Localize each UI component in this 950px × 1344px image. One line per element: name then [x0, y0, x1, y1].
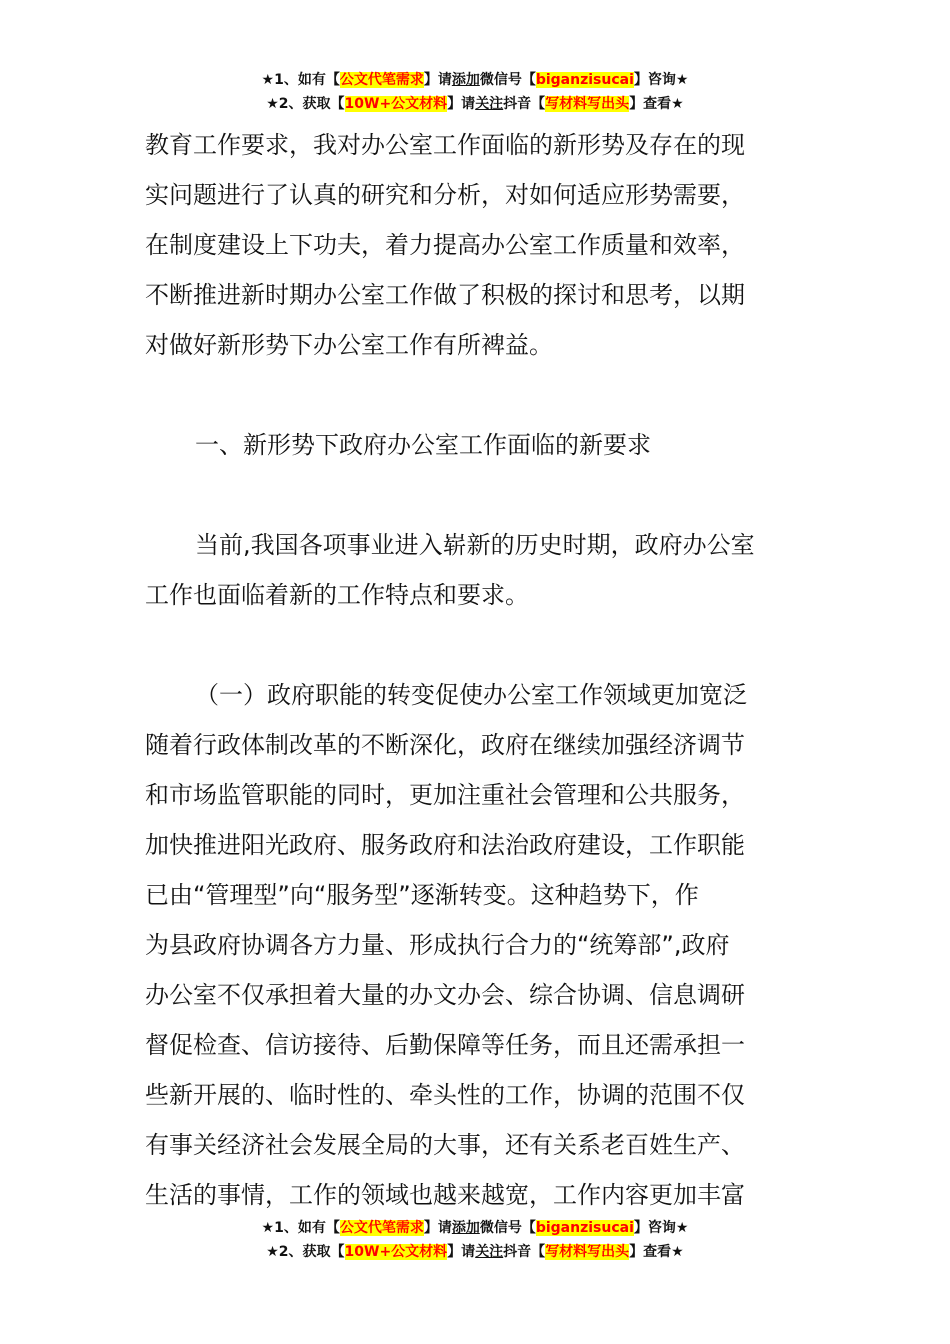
banner-text: 】请 [423, 72, 452, 88]
document-body [145, 120, 805, 1220]
text-line: 为县政府协调各方力量、形成执行合力的“统筹部”,政府 [145, 931, 730, 959]
text-line: 教育工作要求，我对办公室工作面临的新形势及存在的现 [145, 131, 745, 159]
banner-highlight: 公文代笔需求 [339, 1220, 424, 1236]
text-line: 和市场监管职能的同时，更加注重社会管理和公共服务， [145, 781, 745, 809]
banner-underlined: 添加 [451, 1220, 480, 1236]
banner-text: 抖音【 [503, 96, 546, 112]
banner-text: 】查看★ [629, 96, 684, 112]
text-line: 加快推进阳光政府、服务政府和法治政府建设，工作职能 [145, 831, 745, 859]
text-line: 不断推进新时期办公室工作做了积极的探讨和思考，以期 [145, 281, 745, 309]
banner-highlight: 10W+公文材料 [344, 1244, 448, 1260]
banner-underlined: 添加 [451, 72, 480, 88]
text-line: 实问题进行了认真的研究和分析，对如何适应形势需要， [145, 181, 745, 209]
text-line: 当前,我国各项事业进入崭新的历史时期，政府办公室 [195, 531, 755, 559]
text-line: 督促检查、信访接待、后勤保障等任务，而且还需承担一 [145, 1031, 745, 1059]
banner-underlined: 关注 [475, 1244, 504, 1260]
subsection-heading: （一）政府职能的转变促使办公室工作领域更加宽泛 [195, 681, 747, 709]
text-line: 些新开展的、临时性的、牵头性的工作，协调的范围不仅 [145, 1081, 745, 1109]
banner-text: 】咨询★ [633, 72, 689, 88]
banner-text: 】咨询★ [633, 1220, 689, 1236]
banner-text: 微信号【 [479, 1220, 536, 1236]
banner-line-2 [0, 94, 950, 118]
banner-text: 】请 [447, 96, 476, 112]
banner-text: 】请 [447, 1244, 476, 1260]
banner-text: 】请 [423, 1220, 452, 1236]
text-line: 已由“管理型”向“服务型”逐渐转变。这种趋势下，作 [145, 881, 699, 909]
banner-highlight: biganzisucai [535, 72, 634, 88]
footer-banner [0, 1218, 950, 1266]
banner-highlight: biganzisucai [535, 1220, 634, 1236]
banner-text: ★1、如有【 [261, 72, 340, 88]
text-line: 随着行政体制改革的不断深化，政府在继续加强经济调节 [145, 731, 745, 759]
text-line: 对做好新形势下办公室工作有所裨益。 [145, 331, 553, 359]
text-line: 工作也面临着新的工作特点和要求。 [145, 581, 529, 609]
header-banner [0, 70, 950, 118]
banner-highlight: 写材料写出头 [545, 1244, 630, 1260]
banner-text: ★2、获取【 [266, 96, 345, 112]
banner-highlight: 公文代笔需求 [339, 72, 424, 88]
banner-line-1 [0, 1218, 950, 1242]
banner-text: ★2、获取【 [266, 1244, 345, 1260]
text-line: 办公室不仅承担着大量的办文办会、综合协调、信息调研 [145, 981, 745, 1009]
banner-highlight: 写材料写出头 [545, 96, 630, 112]
banner-underlined: 关注 [475, 96, 504, 112]
text-line: 在制度建设上下功夫，着力提高办公室工作质量和效率， [145, 231, 745, 259]
text-line: 生活的事情，工作的领域也越来越宽，工作内容更加丰富 [145, 1181, 745, 1209]
banner-text: 抖音【 [503, 1244, 546, 1260]
banner-highlight: 10W+公文材料 [344, 96, 448, 112]
banner-line-2 [0, 1242, 950, 1266]
section-heading: 一、新形势下政府办公室工作面临的新要求 [195, 431, 651, 459]
banner-text: ★1、如有【 [261, 1220, 340, 1236]
banner-line-1 [0, 70, 950, 94]
banner-text: 】查看★ [629, 1244, 684, 1260]
banner-text: 微信号【 [479, 72, 536, 88]
text-line: 有事关经济社会发展全局的大事，还有关系老百姓生产、 [145, 1131, 745, 1159]
